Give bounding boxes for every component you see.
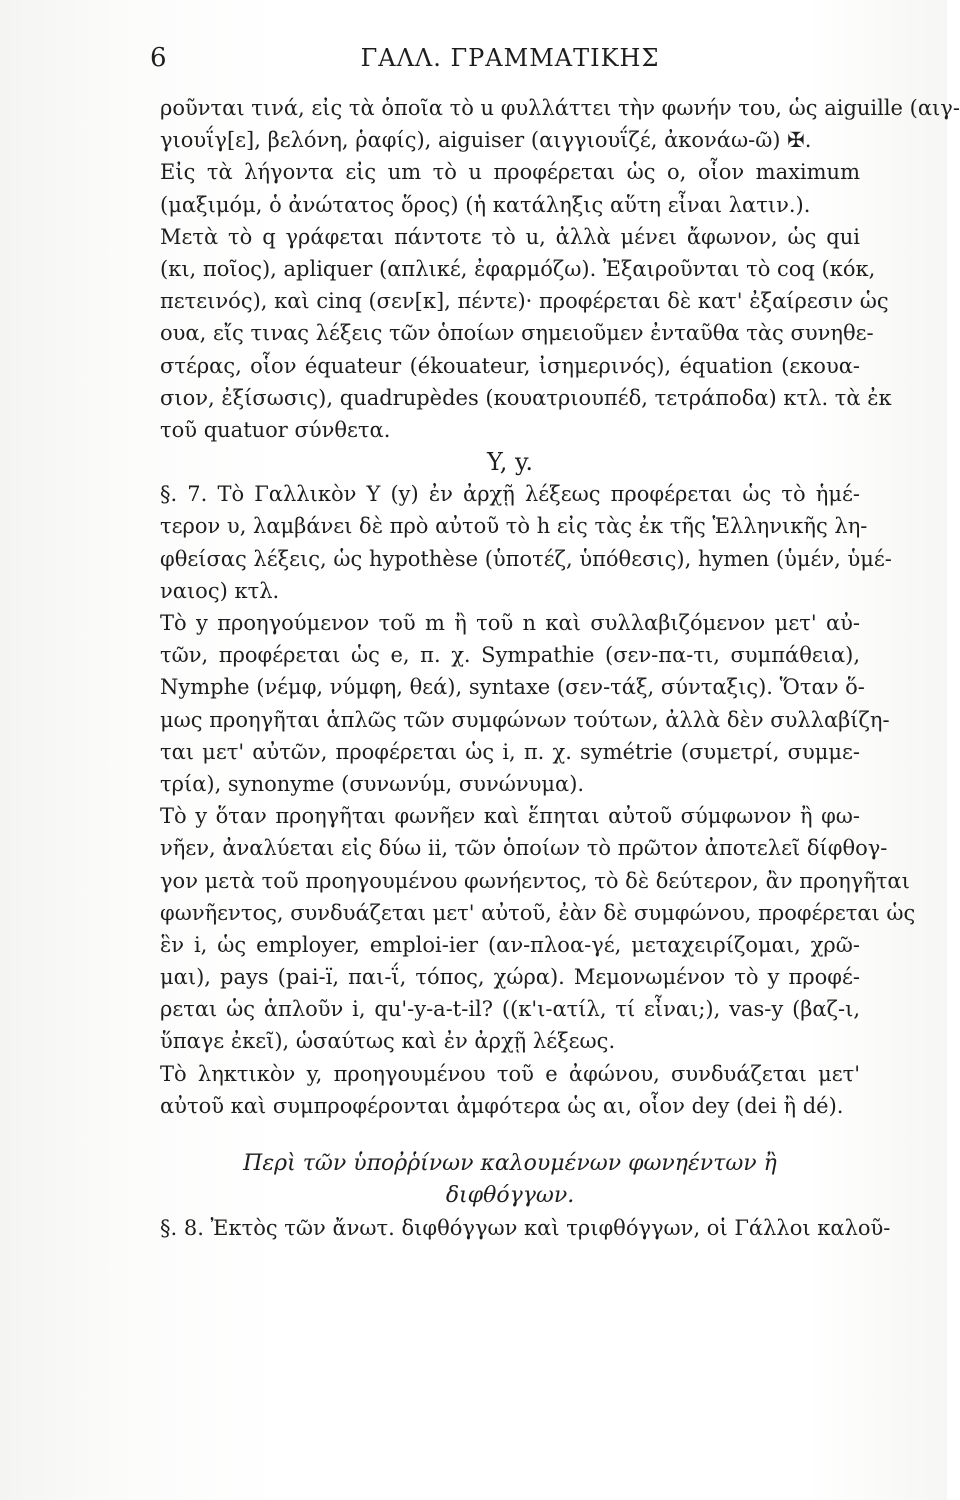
text-line: ται μετ' αὐτῶν, προφέρεται ὡς i, π. χ. symétrie (συμετρί, συμμε- xyxy=(160,739,860,764)
text-line: (μαξιμόμ, ὁ ἀνώτατος ὅρος) (ἡ κατάληξις αὕτη εἶναι λατιν.). xyxy=(160,192,811,217)
text-line: τερον υ, λαμβάνει δὲ πρὸ αὐτοῦ τὸ h εἰς τὰς ἐκ τῆς Ἑλληνικῆς λη- xyxy=(160,514,868,539)
text-line: Εἰς τὰ λήγοντα εἰς um τὸ u προφέρεται ὡς ο, οἷον maximum xyxy=(160,160,860,185)
text-line: τρία), synonyme (συνωνύμ, συνώνυμα). xyxy=(160,771,585,796)
text-body xyxy=(160,92,960,1245)
text-line: αὐτοῦ καὶ συμπροφέρονται ἀμφότερα ὡς αι, οἷον dey (dei ἢ dé). xyxy=(160,1093,844,1118)
text-line: Nymphe (νέμφ, νύμφη, θεά), syntaxe (σεν-τάξ, σύνταξις). Ὅταν ὅ- xyxy=(160,675,865,700)
text-line: Τὸ y ὅταν προηγῆται φωνῆεν καὶ ἕπηται αὐτοῦ σύμφωνον ἢ φω- xyxy=(160,804,860,829)
text-line: (κι, ποῖος), apliquer (απλικέ, ἐφαρμόζω). Ἐξαιροῦνται τὸ coq (κόκ, xyxy=(160,256,876,281)
page-number: 6 xyxy=(150,43,167,73)
text-line: μαι), pays (pai-ï, παι-ΐ, τόπος, χώρα). Μεμονωμένον τὸ y προφέ- xyxy=(160,965,860,990)
section-gap xyxy=(160,1122,860,1148)
text-line: ὕπαγε ἐκεῖ), ὡσαύτως καὶ ἐν ἀρχῇ λέξεως. xyxy=(160,1029,616,1054)
text-line: ἓν i, ὡς employer, emploi-ier (αν-πλοα-γέ, μεταχειρίζομαι, χρῶ- xyxy=(160,932,860,957)
text-line: στέρας, οἷον équateur (ékouateur, ἰσημερινός), équation (εκουα- xyxy=(160,353,860,378)
text-line: ρεται ὡς ἁπλοῦν i, qu'-y-a-t-il? ((κ'ι-ατίλ, τί εἶναι;), vas-y (βαζ-ι, xyxy=(160,997,860,1022)
letter-heading: Y, y. xyxy=(486,448,533,477)
text-line: φθείσας λέξεις, ὡς hypothèse (ὑποτέζ, ὑπόθεσις), hymen (ὑμέν, ὑμέ- xyxy=(160,546,892,571)
text-line: τῶν, προφέρεται ὡς e, π. χ. Sympathie (σεν-πα-τι, συμπάθεια), xyxy=(160,643,860,668)
text-line: πετεινός), καὶ cinq (σεν[κ], πέντε)· προφέρεται δὲ κατ' ἐξαίρεσιν ὡς xyxy=(160,289,889,314)
text-line: νῆεν, ἀναλύεται εἰς δύω ii, τῶν ὁποίων τὸ πρῶτον ἀποτελεῖ δίφθογ- xyxy=(160,836,888,861)
text-line: γιουΐγ[ε], βελόνη, ῥαφίς), aiguiser (αιγγιουΐζέ, ἀκονάω-ῶ) ✠. xyxy=(160,128,812,153)
text-line: Τὸ ληκτικὸν y, προηγουμένου τοῦ e ἀφώνου, συνδυάζεται μετ' xyxy=(160,1061,860,1086)
text-line: φωνῆεντος, συνδυάζεται μετ' αὐτοῦ, ἐὰν δὲ συμφώνου, προφέρεται ὡς xyxy=(160,900,916,925)
text-line: §. 7. Τὸ Γαλλικὸν Y (y) ἐν ἀρχῇ λέξεως προφέρεται ὡς τὸ ἡμέ- xyxy=(160,482,860,507)
section-heading-line: Περὶ τῶν ὑποῤῥίνων καλουμένων φωνηέντων ἢ xyxy=(243,1151,777,1176)
text-line: ουα, εἴς τινας λέξεις τῶν ὁποίων σημειοῦμεν ἐνταῦθα τὰς συνηθε- xyxy=(160,321,874,346)
running-head: ΓΑΛΛ. ΓΡΑΜΜΑΤΙΚΗΣ xyxy=(360,44,660,72)
page-header xyxy=(150,40,870,76)
text-line: τοῦ quatuor σύνθετα. xyxy=(160,417,391,442)
text-line: §. 8. Ἐκτὸς τῶν ἄνωτ. διφθόγγων καὶ τριφθόγγων, οἱ Γάλλοι καλοῦ- xyxy=(160,1216,891,1241)
text-line: ναιος) κτλ. xyxy=(160,578,280,603)
text-line: γον μετὰ τοῦ προηγουμένου φωνήεντος, τὸ δὲ δεύτερον, ἂν προηγῆται xyxy=(160,868,910,893)
text-line: σιον, ἐξίσωσις), quadrupèdes (κουατριουπέδ, τετράποδα) κτλ. τὰ ἐκ xyxy=(160,385,892,410)
text-line: ροῦνται τινά, εἰς τὰ ὁποῖα τὸ u φυλλάττει τὴν φωνήν του, ὡς aiguille (αιγ- xyxy=(160,96,960,120)
text-line: Τὸ y προηγούμενον τοῦ m ἢ τοῦ n καὶ συλλαβιζόμενον μετ' αὐ- xyxy=(160,611,860,635)
text-line: Μετὰ τὸ q γράφεται πάντοτε τὸ u, ἀλλὰ μένει ἄφωνον, ὡς qui xyxy=(160,224,860,249)
text-line: μως προηγῆται ἁπλῶς τῶν συμφώνων τούτων, ἀλλὰ δὲν συλλαβίζη- xyxy=(160,707,890,732)
section-heading-line: διφθόγγων. xyxy=(445,1183,575,1209)
